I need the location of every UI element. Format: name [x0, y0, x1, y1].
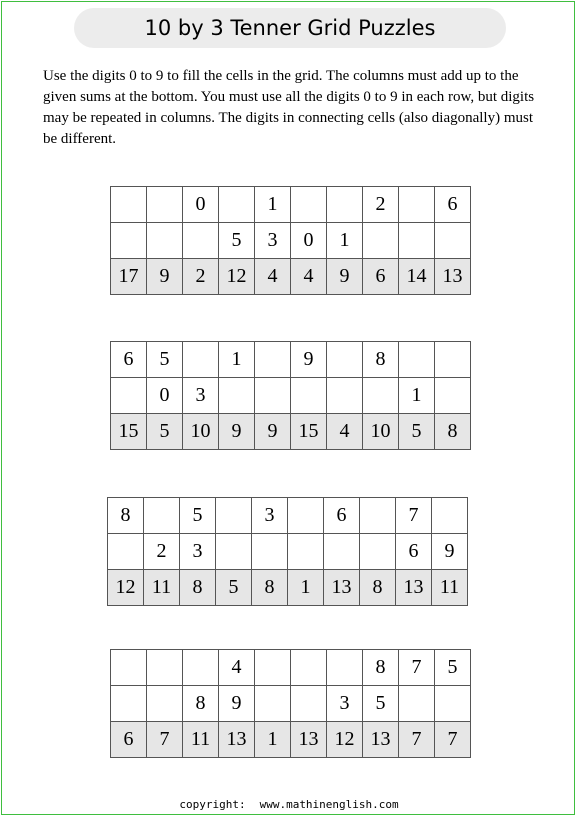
column-sum-cell: 8	[360, 570, 396, 606]
column-sum-cell: 2	[183, 259, 219, 295]
column-sum-cell: 12	[108, 570, 144, 606]
column-sum-cell: 11	[183, 722, 219, 758]
given-digit-cell: 9	[291, 342, 327, 378]
empty-cell[interactable]	[327, 650, 363, 686]
empty-cell[interactable]	[219, 187, 255, 223]
given-digit-cell: 2	[363, 187, 399, 223]
empty-cell[interactable]	[360, 534, 396, 570]
column-sum-cell: 4	[327, 414, 363, 450]
column-sum-cell: 12	[327, 722, 363, 758]
column-sum-cell: 4	[255, 259, 291, 295]
given-digit-cell: 6	[435, 187, 471, 223]
sum-row	[111, 414, 471, 450]
grid-row	[111, 650, 471, 686]
grid-row	[111, 187, 471, 223]
given-digit-cell: 1	[255, 187, 291, 223]
empty-cell[interactable]	[327, 342, 363, 378]
given-digit-cell: 1	[219, 342, 255, 378]
given-digit-cell: 4	[219, 650, 255, 686]
grid-row	[108, 498, 468, 534]
column-sum-cell: 15	[111, 414, 147, 450]
column-sum-cell: 15	[291, 414, 327, 450]
given-digit-cell: 7	[399, 650, 435, 686]
empty-cell[interactable]	[435, 342, 471, 378]
grid-row	[108, 534, 468, 570]
empty-cell[interactable]	[288, 498, 324, 534]
empty-cell[interactable]	[291, 187, 327, 223]
column-sum-cell: 13	[435, 259, 471, 295]
column-sum-cell: 13	[324, 570, 360, 606]
given-digit-cell: 6	[396, 534, 432, 570]
column-sum-cell: 7	[399, 722, 435, 758]
empty-cell[interactable]	[144, 498, 180, 534]
empty-cell[interactable]	[255, 342, 291, 378]
given-digit-cell: 0	[147, 378, 183, 414]
empty-cell[interactable]	[219, 378, 255, 414]
empty-cell[interactable]	[255, 650, 291, 686]
column-sum-cell: 7	[147, 722, 183, 758]
given-digit-cell: 8	[363, 650, 399, 686]
empty-cell[interactable]	[435, 223, 471, 259]
grid-row	[111, 223, 471, 259]
column-sum-cell: 17	[111, 259, 147, 295]
empty-cell[interactable]	[327, 378, 363, 414]
empty-cell[interactable]	[111, 378, 147, 414]
column-sum-cell: 5	[399, 414, 435, 450]
given-digit-cell: 8	[363, 342, 399, 378]
column-sum-cell: 10	[183, 414, 219, 450]
empty-cell[interactable]	[291, 378, 327, 414]
column-sum-cell: 13	[363, 722, 399, 758]
empty-cell[interactable]	[288, 534, 324, 570]
column-sum-cell: 4	[291, 259, 327, 295]
sum-row	[108, 570, 468, 606]
column-sum-cell: 12	[219, 259, 255, 295]
column-sum-cell: 7	[435, 722, 471, 758]
column-sum-cell: 11	[432, 570, 468, 606]
column-sum-cell: 6	[111, 722, 147, 758]
column-sum-cell: 5	[147, 414, 183, 450]
given-digit-cell: 8	[108, 498, 144, 534]
empty-cell[interactable]	[255, 378, 291, 414]
empty-cell[interactable]	[399, 686, 435, 722]
given-digit-cell: 9	[219, 686, 255, 722]
column-sum-cell: 6	[363, 259, 399, 295]
empty-cell[interactable]	[435, 378, 471, 414]
empty-cell[interactable]	[432, 498, 468, 534]
given-digit-cell: 2	[144, 534, 180, 570]
given-digit-cell: 5	[147, 342, 183, 378]
given-digit-cell: 9	[432, 534, 468, 570]
empty-cell[interactable]	[216, 534, 252, 570]
given-digit-cell: 3	[180, 534, 216, 570]
given-digit-cell: 3	[327, 686, 363, 722]
copyright-footer	[0, 798, 578, 811]
empty-cell[interactable]	[360, 498, 396, 534]
empty-cell[interactable]	[435, 686, 471, 722]
column-sum-cell: 5	[216, 570, 252, 606]
empty-cell[interactable]	[183, 650, 219, 686]
sum-row	[111, 259, 471, 295]
given-digit-cell: 6	[324, 498, 360, 534]
grid-row	[111, 342, 471, 378]
column-sum-cell: 1	[288, 570, 324, 606]
empty-cell[interactable]	[399, 342, 435, 378]
sum-row	[111, 722, 471, 758]
column-sum-cell: 1	[255, 722, 291, 758]
copyright-site: www.mathinenglish.com	[259, 798, 399, 811]
empty-cell[interactable]	[111, 650, 147, 686]
given-digit-cell: 5	[363, 686, 399, 722]
given-digit-cell: 5	[219, 223, 255, 259]
given-digit-cell: 5	[180, 498, 216, 534]
column-sum-cell: 9	[327, 259, 363, 295]
empty-cell[interactable]	[324, 534, 360, 570]
column-sum-cell: 8	[180, 570, 216, 606]
tenner-grid-4	[110, 649, 471, 758]
column-sum-cell: 9	[219, 414, 255, 450]
copyright-label: copyright:	[179, 798, 246, 811]
empty-cell[interactable]	[363, 223, 399, 259]
given-digit-cell: 1	[399, 378, 435, 414]
empty-cell[interactable]	[327, 187, 363, 223]
column-sum-cell: 13	[219, 722, 255, 758]
page-title: 10 by 3 Tenner Grid Puzzles	[74, 8, 506, 48]
given-digit-cell: 3	[255, 223, 291, 259]
given-digit-cell: 5	[435, 650, 471, 686]
given-digit-cell: 3	[183, 378, 219, 414]
empty-cell[interactable]	[147, 223, 183, 259]
empty-cell[interactable]	[291, 686, 327, 722]
given-digit-cell: 0	[183, 187, 219, 223]
given-digit-cell: 3	[252, 498, 288, 534]
given-digit-cell: 7	[396, 498, 432, 534]
empty-cell[interactable]	[216, 498, 252, 534]
column-sum-cell: 11	[144, 570, 180, 606]
column-sum-cell: 13	[396, 570, 432, 606]
tenner-grid-1	[110, 186, 471, 295]
grid-row	[111, 686, 471, 722]
column-sum-cell: 8	[435, 414, 471, 450]
instructions-text: Use the digits 0 to 9 to fill the cells in the grid. The columns must add up to the given sums at the bottom. You must use all the digits 0 to 9 in each row, but digits may be repeated in columns. The digits in connecting cells (also diagonally) must be different.	[43, 68, 535, 147]
empty-cell[interactable]	[291, 650, 327, 686]
empty-cell[interactable]	[399, 187, 435, 223]
empty-cell[interactable]	[147, 187, 183, 223]
empty-cell[interactable]	[111, 686, 147, 722]
grid-row	[111, 378, 471, 414]
given-digit-cell: 0	[291, 223, 327, 259]
column-sum-cell: 14	[399, 259, 435, 295]
empty-cell[interactable]	[252, 534, 288, 570]
empty-cell[interactable]	[183, 342, 219, 378]
empty-cell[interactable]	[255, 686, 291, 722]
tenner-grid-3	[107, 497, 468, 606]
empty-cell[interactable]	[363, 378, 399, 414]
empty-cell[interactable]	[111, 223, 147, 259]
given-digit-cell: 6	[111, 342, 147, 378]
column-sum-cell: 9	[255, 414, 291, 450]
empty-cell[interactable]	[108, 534, 144, 570]
column-sum-cell: 9	[147, 259, 183, 295]
empty-cell[interactable]	[147, 686, 183, 722]
column-sum-cell: 8	[252, 570, 288, 606]
empty-cell[interactable]	[147, 650, 183, 686]
empty-cell[interactable]	[399, 223, 435, 259]
empty-cell[interactable]	[183, 223, 219, 259]
given-digit-cell: 1	[327, 223, 363, 259]
column-sum-cell: 13	[291, 722, 327, 758]
tenner-grid-2	[110, 341, 471, 450]
given-digit-cell: 8	[183, 686, 219, 722]
column-sum-cell: 10	[363, 414, 399, 450]
empty-cell[interactable]	[111, 187, 147, 223]
